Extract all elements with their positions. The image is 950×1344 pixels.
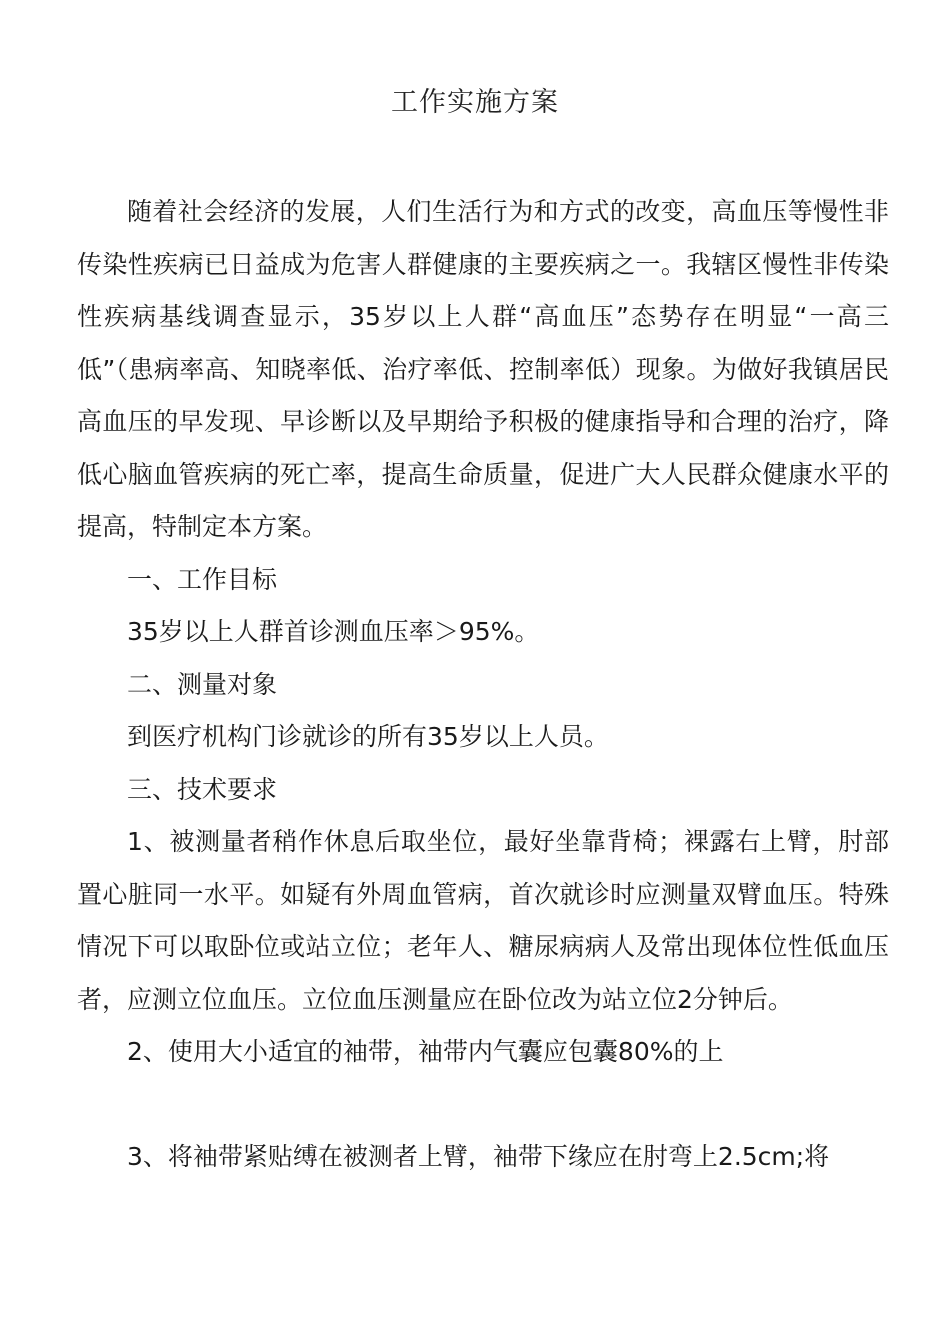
- document-title: 工作实施方案: [391, 87, 559, 118]
- technique-item-1: 1、被测量者稍作休息后取坐位，最好坐靠背椅；裸露右上臂，肘部置心脏同一水平。如疑有外周血管病，首次就诊时应测量双臂血压。特殊情况下可以取卧位或站立位；老年人、糖尿病病人及常出现体位性低血压者，应测立位血压。立位血压测量应在卧位改为站立位2分钟后。: [77, 827, 889, 1014]
- document-body: [77, 186, 889, 1183]
- target-paragraph: 到医疗机构门诊就诊的所有35岁以上人员。: [127, 722, 609, 751]
- technique-item-2: 2、使用大小适宜的袖带，袖带内气囊应包囊80%的上: [127, 1037, 724, 1066]
- section-heading-target: 二、测量对象: [127, 669, 278, 699]
- goal-paragraph: 35岁以上人群首诊测血压率＞95%。: [127, 617, 540, 646]
- section-heading-goal: 一、工作目标: [127, 564, 278, 594]
- technique-item-3: 3、将袖带紧贴缚在被测者上臂，袖带下缘应在肘弯上2.5cm;将: [127, 1141, 830, 1171]
- intro-paragraph: 随着社会经济的发展，人们生活行为和方式的改变，高血压等慢性非传染性疾病已日益成为危害人群健康的主要疾病之一。我辖区慢性非传染性疾病基线调查显示，35岁以上人群“高血压”态势存在明显“一高三低”（患病率高、知晓率低、治疗率低、控制率低）现象。为做好我镇居民高血压的早发现、早诊断以及早期给予积极的健康指导和合理的治疗，降低心脑血管疾病的死亡率，提高生命质量，促进广大人民群众健康水平的提高，特制定本方案。: [77, 197, 889, 541]
- section-heading-technique: 三、技术要求: [127, 774, 278, 804]
